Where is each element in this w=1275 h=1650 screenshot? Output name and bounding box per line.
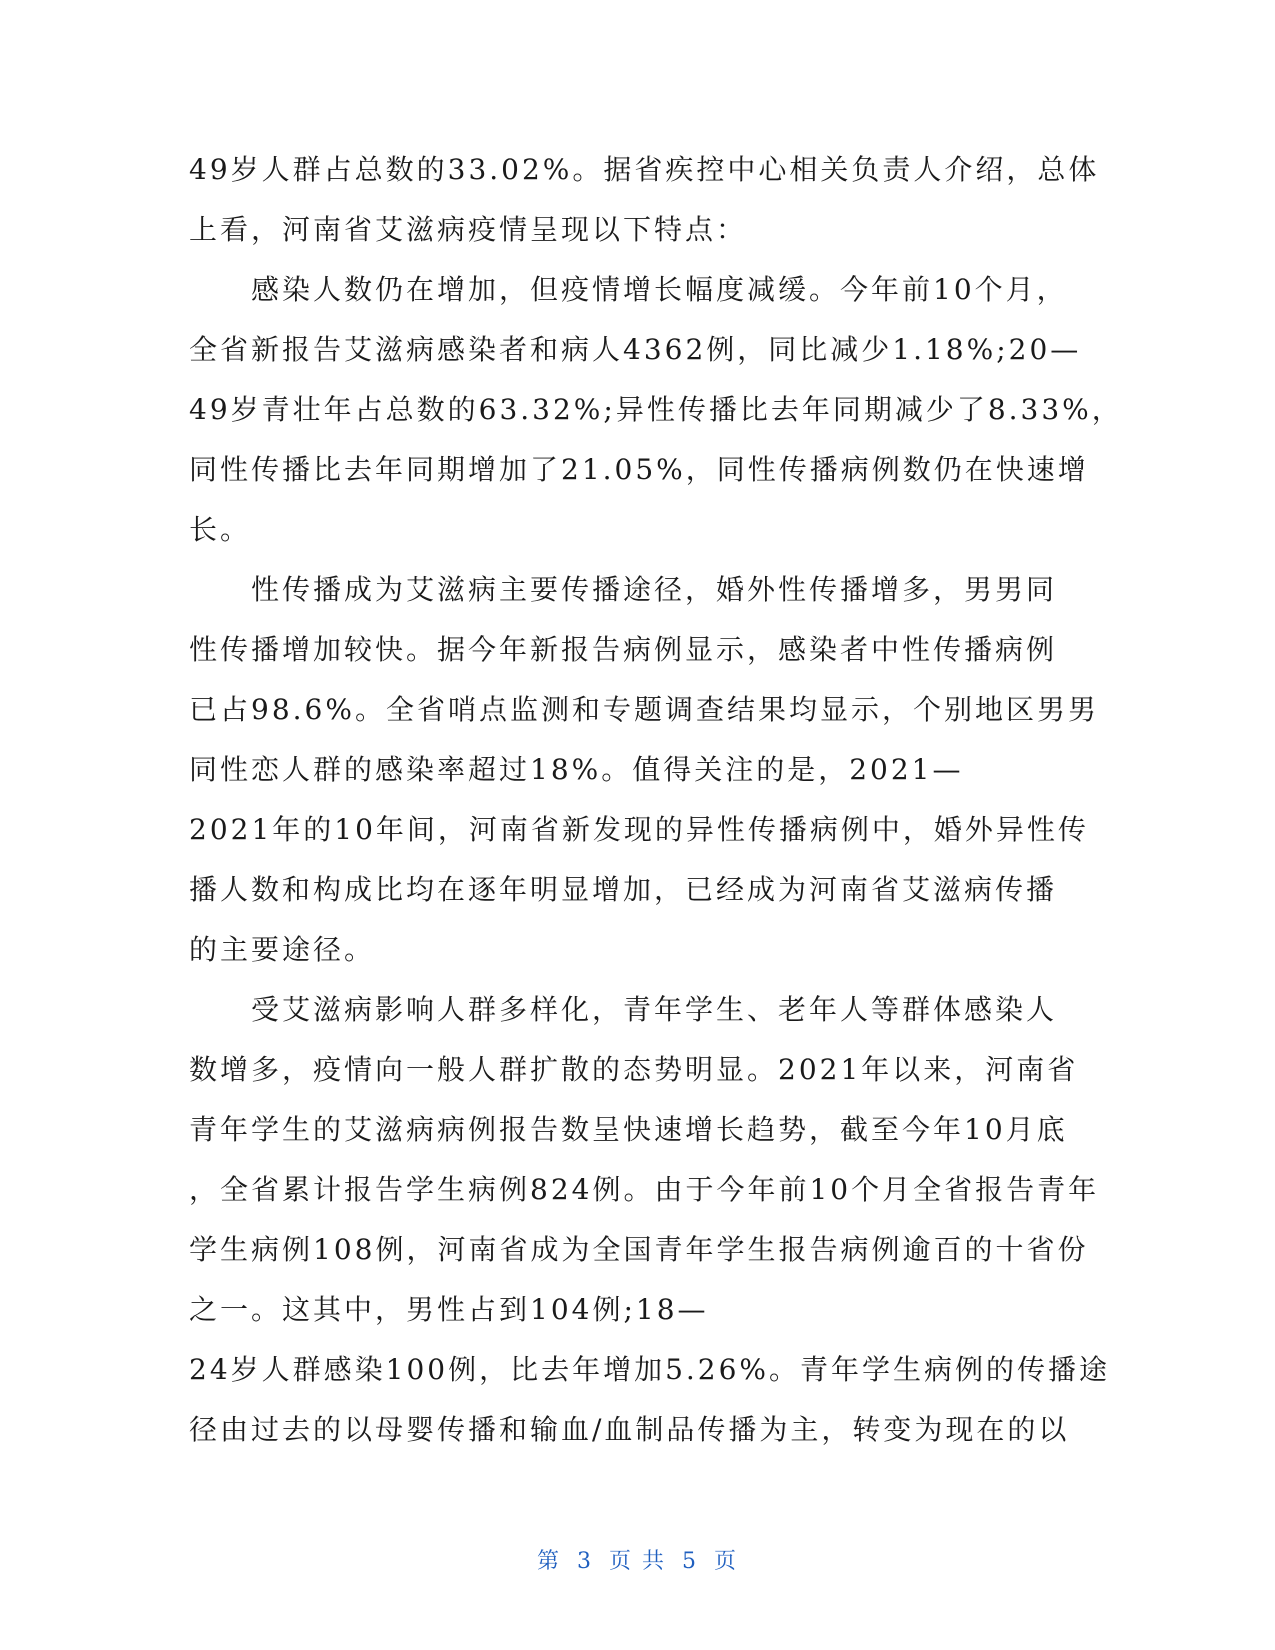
document-body [189, 140, 1123, 1460]
text-line: 径由过去的以母婴传播和输血/血制品传播为主，转变为现在的以 [189, 1413, 1070, 1446]
text-line: 已占98.6%。全省哨点监测和专题调查结果均显示，个别地区男男 [189, 693, 1099, 726]
text-line: 性传播增加较快。据今年新报告病例显示，感染者中性传播病例 [189, 633, 1058, 666]
text-line: ，全省累计报告学生病例824例。由于今年前10个月全省报告青年 [189, 1173, 1100, 1206]
text-line: 受艾滋病影响人群多样化，青年学生、老年人等群体感染人 [189, 993, 1058, 1026]
page-total: 5 [682, 1549, 698, 1574]
text-line: 同性传播比去年同期增加了21.05%，同性传播病例数仍在快速增 [189, 453, 1089, 486]
page-suffix: 页 [714, 1549, 739, 1574]
text-line: 的主要途径。 [189, 933, 376, 966]
text-line: 同性恋人群的感染率超过18%。值得关注的是，2021— [189, 753, 964, 786]
page-current: 3 [577, 1549, 593, 1574]
text-line: 播人数和构成比均在逐年明显增加，已经成为河南省艾滋病传播 [189, 873, 1058, 906]
text-line: 性传播成为艾滋病主要传播途径，婚外性传播增多，男男同 [189, 573, 1058, 606]
text-line: 感染人数仍在增加，但疫情增长幅度减缓。今年前10个月， [189, 273, 1068, 306]
text-line: 长。 [189, 513, 252, 546]
text-line: 24岁人群感染100例，比去年增加5.26%。青年学生病例的传播途 [189, 1353, 1111, 1386]
text-line: 2021年的10年间，河南省新发现的异性传播病例中，婚外异性传 [189, 813, 1089, 846]
page-mid: 页 共 [609, 1549, 666, 1574]
text-line: 全省新报告艾滋病感染者和病人4362例，同比减少1.18%;20— [189, 333, 1082, 366]
text-line: 49岁人群占总数的33.02%。据省疾控中心相关负责人介绍，总体 [189, 153, 1100, 186]
page-footer [0, 1544, 1275, 1575]
text-line: 上看，河南省艾滋病疫情呈现以下特点： [189, 213, 748, 246]
text-line: 之一。这其中，男性占到104例;18— [189, 1293, 709, 1326]
text-line: 学生病例108例，河南省成为全国青年学生报告病例逾百的十省份 [189, 1233, 1089, 1266]
text-line: 青年学生的艾滋病病例报告数呈快速增长趋势，截至今年10月底 [189, 1113, 1068, 1146]
text-line: 49岁青壮年占总数的63.32%;异性传播比去年同期减少了8.33%， [189, 393, 1123, 426]
page-prefix: 第 [536, 1549, 561, 1574]
text-line: 数增多，疫情向一般人群扩散的态势明显。2021年以来，河南省 [189, 1053, 1079, 1086]
